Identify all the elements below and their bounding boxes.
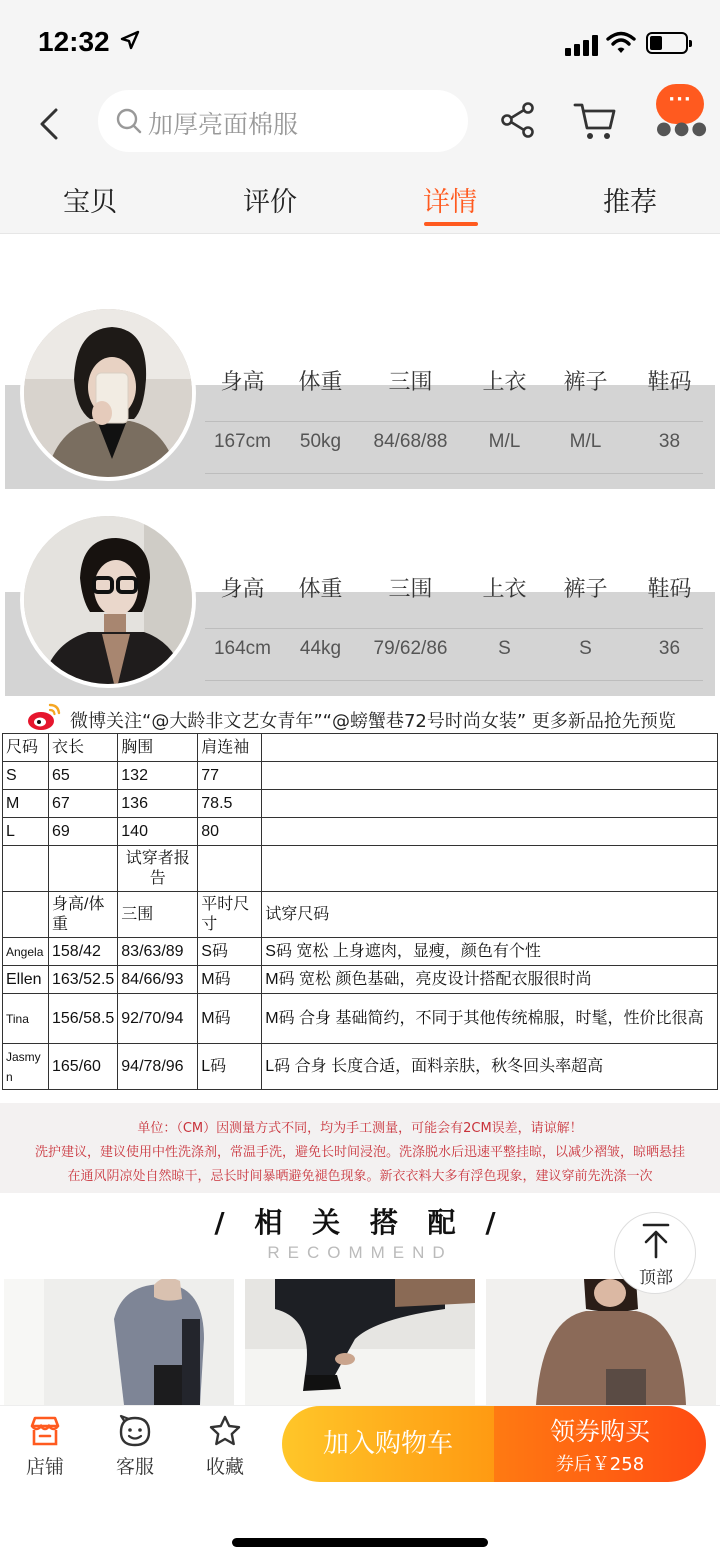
table-cell: 132 [118,762,198,790]
location-arrow-icon [120,30,140,56]
table-row [3,938,718,966]
table-cell: 165/60 [49,1044,118,1090]
table-cell: 65 [49,762,118,790]
table-cell: 92/70/94 [118,994,198,1044]
table-cell: 胸围 [118,734,198,762]
buy-with-coupon-button[interactable] [494,1406,706,1482]
search-placeholder: 加厚亮面棉服 [148,110,299,139]
table-row [3,994,718,1044]
table-row [3,846,718,892]
table-cell [3,892,49,938]
table-row [3,790,718,818]
header-measurements: 三围 [388,577,433,602]
table-cell: M码 合身 基础简约，不同于其他传统棉服，时髦，性价比很高 [262,994,718,1044]
recommend-photo[interactable] [245,1279,475,1405]
bottom-action-bar [0,1405,720,1559]
back-button[interactable] [30,104,70,144]
model-value-row [200,638,710,678]
header-top: 上衣 [482,370,527,395]
table-cell: 163/52.5 [49,966,118,994]
table-row [3,734,718,762]
table-cell: 69 [49,818,118,846]
value-pants: S [579,638,592,659]
recommend-subtitle: RECOMMEND [267,1243,453,1262]
table-row [3,1044,718,1090]
table-cell: 136 [118,790,198,818]
header-weight: 体重 [298,577,343,602]
table-cell: M码 [198,966,262,994]
value-shoe-size: 36 [658,638,681,659]
table-cell [262,734,718,762]
tester-report-title: 试穿者报告 [118,846,198,892]
table-cell: 94/78/96 [118,1044,198,1090]
back-to-top-label: 顶部 [639,1268,673,1288]
table-cell: Ellen [3,966,49,994]
note-line: 单位：（CM）因测量方式不同，均为手工测量，可能会有2CM误差，请谅解！ [137,1121,583,1136]
wifi-icon [606,30,636,56]
value-weight: 44kg [299,638,342,659]
value-height: 164cm [213,638,272,659]
model-header-row [200,365,710,405]
table-cell: 78.5 [198,790,262,818]
table-cell [198,846,262,892]
table-cell: 肩连袖 [198,734,262,762]
table-cell: 衣长 [49,734,118,762]
table-cell: S [3,762,49,790]
nav-bar [0,84,720,234]
home-indicator [232,1538,488,1547]
table-cell: M码 宽松 颜色基础，亮皮设计搭配衣服很时尚 [262,966,718,994]
store-icon [28,1414,62,1448]
star-icon [208,1414,242,1448]
header-pants: 裤子 [563,577,608,602]
table-cell: 试穿尺码 [262,892,718,938]
header-measurements: 三围 [388,370,433,395]
table-cell: 77 [198,762,262,790]
table-cell: 80 [198,818,262,846]
table-cell [262,818,718,846]
table-cell: 84/66/93 [118,966,198,994]
favorite-label: 收藏 [205,1456,244,1478]
model-card [0,512,720,722]
tab-reviews[interactable]: 评价 [243,187,297,218]
tab-recommend[interactable]: 推荐 [603,187,657,218]
table-row [3,818,718,846]
value-top: S [498,638,511,659]
weibo-text: 微博关注“@大龄非文艺女青年”“@螃蟹巷72号时尚女装” 更多新品抢先预览 [70,711,676,732]
share-icon [498,100,538,140]
tab-details[interactable]: 详情 [423,187,477,218]
arrow-up-icon [615,1213,697,1261]
table-cell: S码 宽松 上身遮肉，显瘦，颜色有个性 [262,938,718,966]
status-bar [0,0,720,84]
note-line: 在通风阴凉处自然晾干，忌长时间暴晒避免褪色现象。新衣衣料大多有浮色现象，建议穿前先洗涤一次 [67,1169,653,1184]
model-card [0,305,720,515]
header-top: 上衣 [482,577,527,602]
battery-icon [646,32,688,54]
value-top: M/L [488,431,521,452]
table-cell: 尺码 [3,734,49,762]
header-height: 身高 [220,577,265,602]
tab-bar [0,174,720,230]
divider [205,680,703,681]
service-button[interactable] [100,1414,170,1479]
weibo-promo [28,705,708,735]
more-button[interactable] [652,84,710,139]
table-cell: S码 [198,938,262,966]
favorite-button[interactable] [190,1414,260,1479]
status-time: 12:32 [38,26,110,57]
header-shoe-size: 鞋码 [647,370,692,395]
share-button[interactable] [498,100,538,140]
header-height: 身高 [220,370,265,395]
table-cell: M [3,790,49,818]
table-cell [49,846,118,892]
model-photo [20,512,196,688]
table-row [3,892,718,938]
store-button[interactable] [10,1414,80,1479]
table-cell: 身高/体重 [49,892,118,938]
table-row [3,966,718,994]
table-cell: L [3,818,49,846]
table-cell: 平时尺寸 [198,892,262,938]
model-photo [20,305,196,481]
cart-button[interactable] [572,100,618,142]
model-value-row [200,431,710,471]
table-cell: 67 [49,790,118,818]
table-cell: Jasmyn [3,1044,49,1090]
recommend-photo[interactable] [486,1279,716,1405]
add-to-cart-button[interactable]: 加入购物车 [282,1406,494,1482]
recommend-title: / 相 关 搭 配 / [214,1206,506,1239]
buy-title: 领券购买 [549,1417,650,1446]
care-notes [0,1103,720,1193]
header-shoe-size: 鞋码 [647,577,692,602]
model-header-row [200,572,710,612]
search-input[interactable] [98,90,468,152]
divider [205,473,703,474]
back-to-top-button[interactable] [614,1212,696,1294]
note-line: 洗护建议，建议使用中性洗涤剂，常温手洗，避免长时间浸泡。洗涤脱水后迅速平整挂晾，以减少褶皱，晾晒悬挂 [34,1145,685,1160]
header-weight: 体重 [298,370,343,395]
header-pants: 裤子 [563,370,608,395]
size-table [2,733,718,1090]
table-cell [262,790,718,818]
table-row [3,762,718,790]
value-measurements: 79/62/86 [373,638,448,659]
table-cell: 140 [118,818,198,846]
details-content [0,235,720,1405]
chevron-left-icon [30,104,70,144]
active-tab-indicator [424,222,478,226]
value-measurements: 84/68/88 [373,431,448,452]
tab-item[interactable]: 宝贝 [63,187,117,218]
table-cell: 158/42 [49,938,118,966]
coupon-price: 券后￥258 [555,1454,645,1475]
customer-service-icon [117,1414,153,1448]
search-icon [114,106,144,136]
table-cell: 三围 [118,892,198,938]
more-dots-icon: ●●● [656,118,710,139]
store-label: 店铺 [25,1456,64,1478]
table-cell: 83/63/89 [118,938,198,966]
table-cell: Tina [3,994,49,1044]
service-label: 客服 [115,1456,154,1478]
cell-signal-icon [565,34,605,56]
table-cell [262,846,718,892]
value-weight: 50kg [299,431,342,452]
recommend-photo[interactable] [4,1279,234,1405]
cart-icon [572,100,618,142]
weibo-icon [26,701,62,733]
table-cell: L码 [198,1044,262,1090]
table-cell: Angela [3,938,49,966]
message-bubble-icon: ··· [656,84,704,124]
table-cell: L码 合身 长度合适，面料亲肤，秋冬回头率超高 [262,1044,718,1090]
table-cell [3,846,49,892]
value-shoe-size: 38 [658,431,681,452]
table-cell: 156/58.5 [49,994,118,1044]
table-cell [262,762,718,790]
divider [205,628,703,629]
value-pants: M/L [569,431,602,452]
value-height: 167cm [213,431,272,452]
table-cell: M码 [198,994,262,1044]
divider [205,421,703,422]
